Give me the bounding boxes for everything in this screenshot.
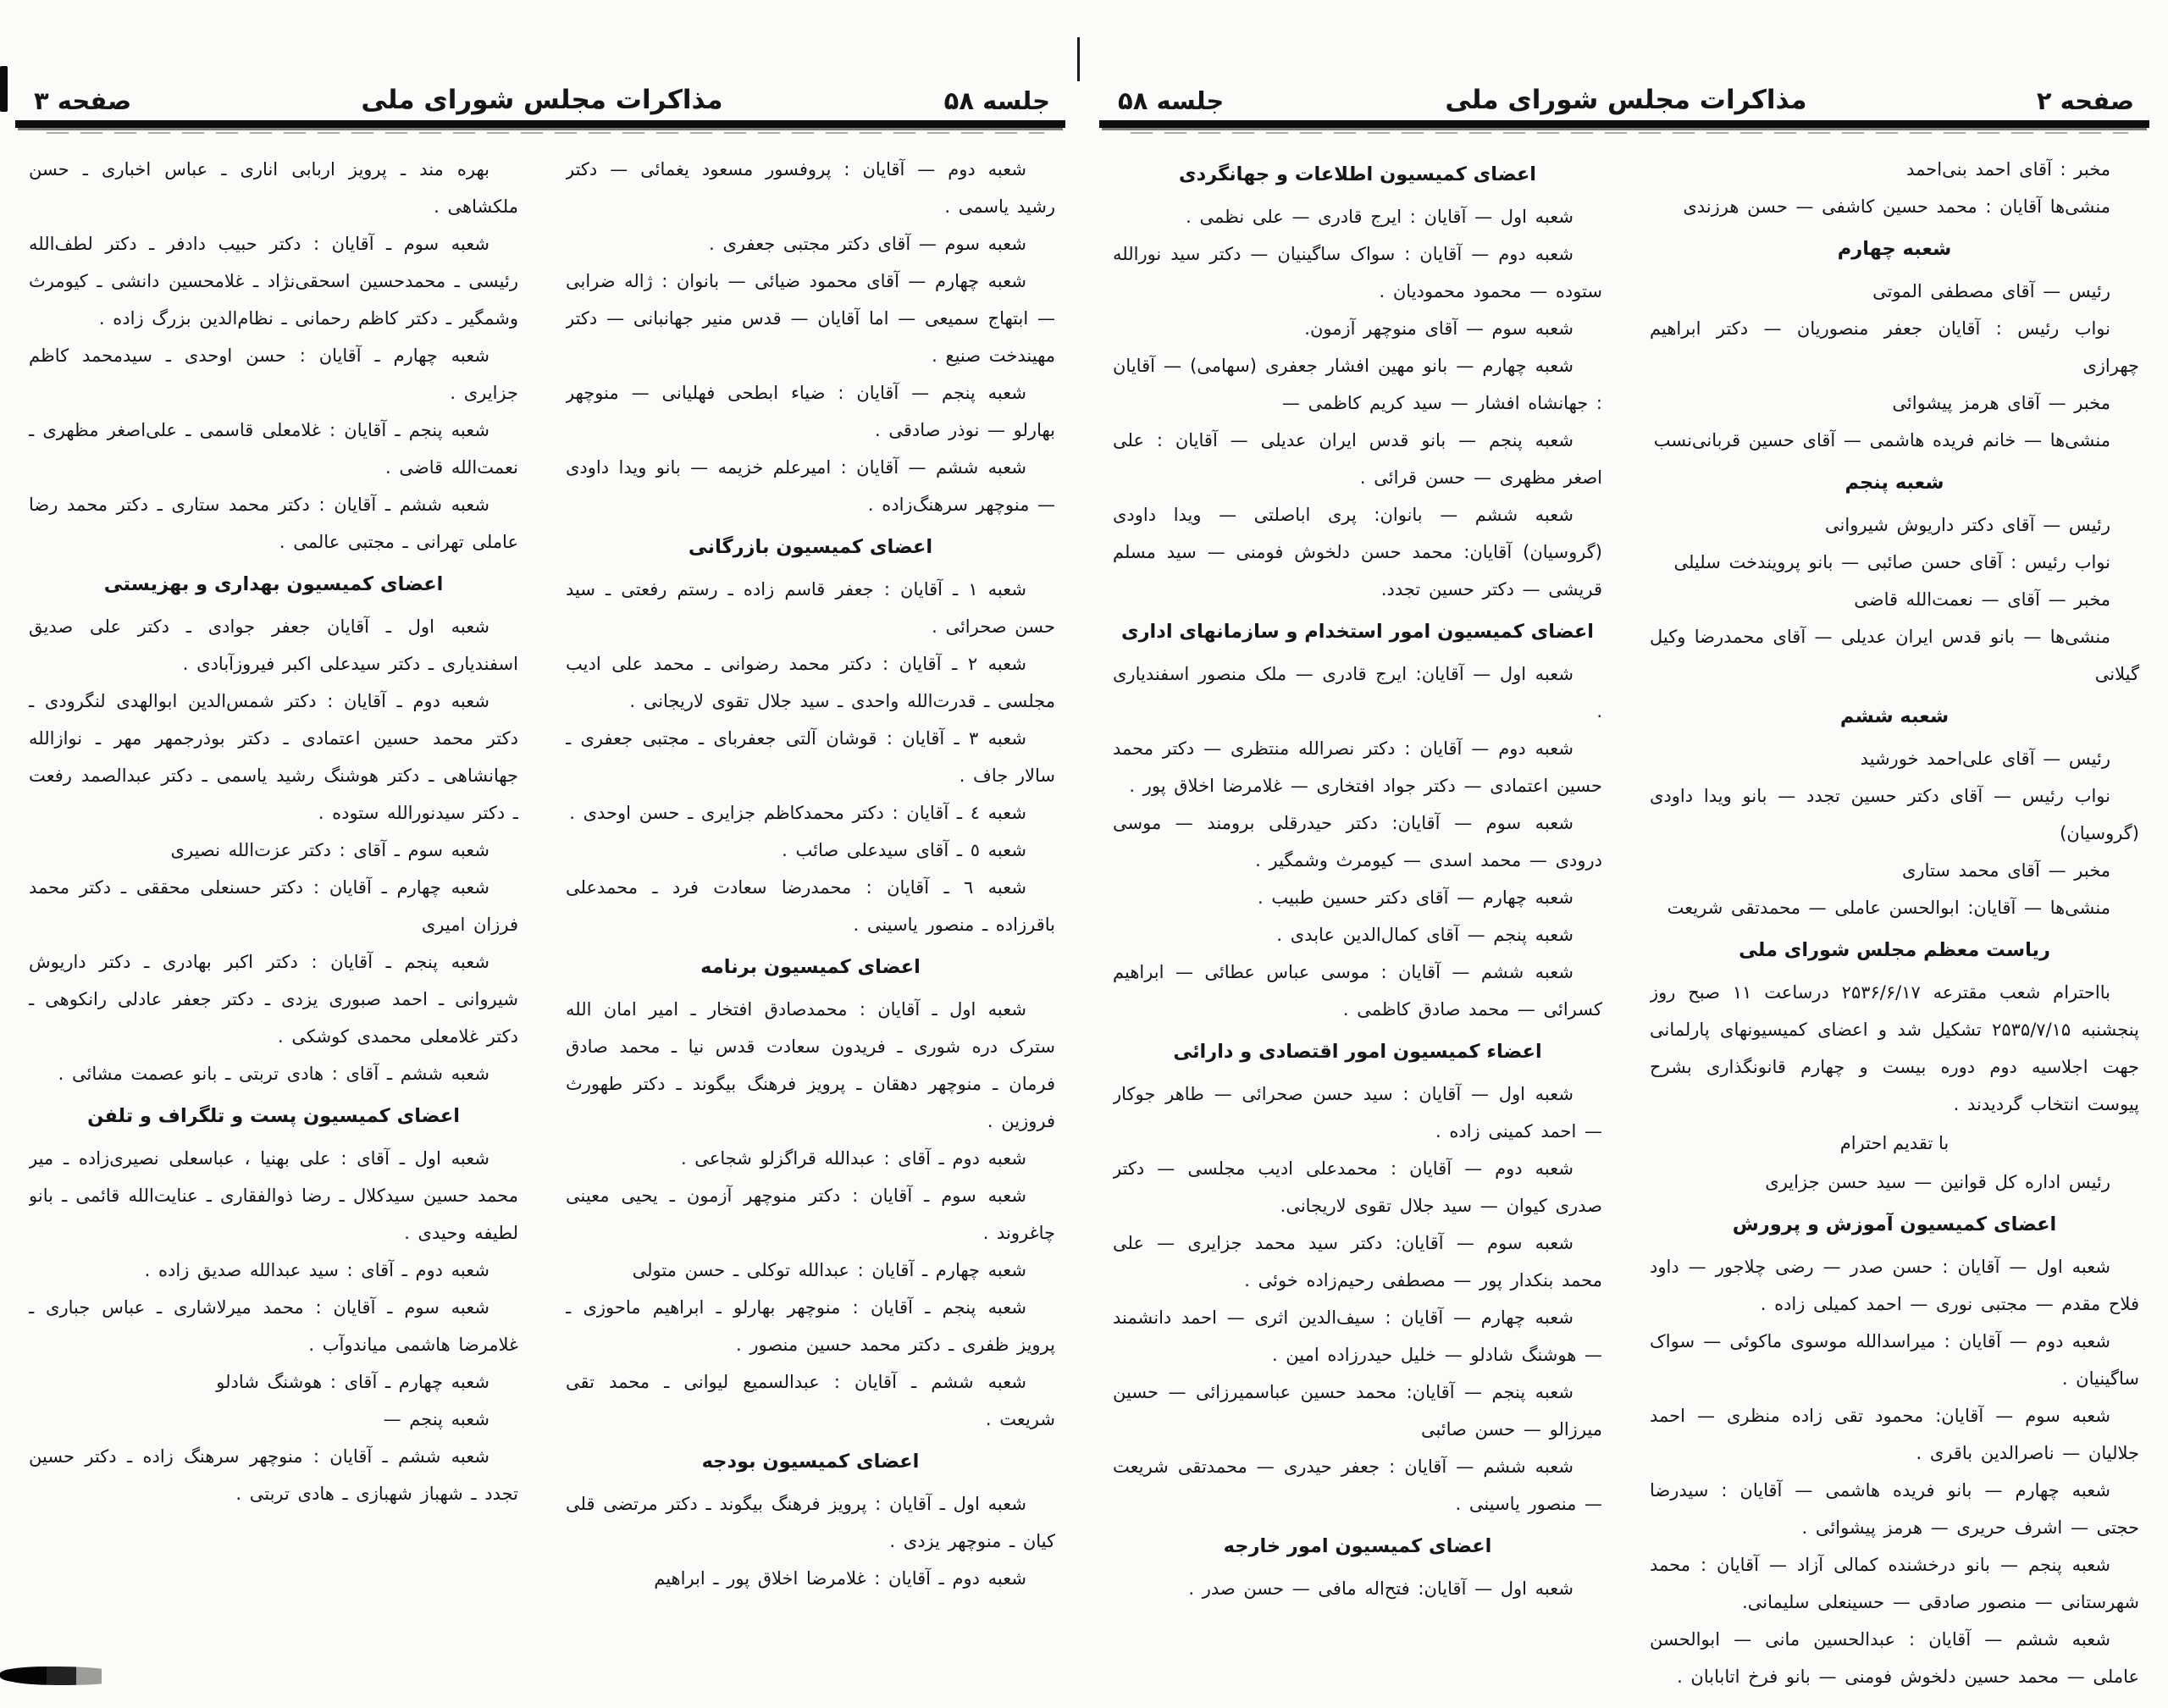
entry-line: شعبه اول — آقایان : ایرج قادری — علی نظمی . xyxy=(1186,207,1573,227)
text-column xyxy=(29,151,518,1696)
entry-line: شعبه دوم — آقایان : میراسدالله موسوی ماکوئی — سواک ساگینیان . xyxy=(1650,1331,2139,1389)
entry-line: شعبه ٦ ـ آقایان : محمدرضا سعادت فرد ـ محمدعلی باقرزاده ـ منصور یاسینی . xyxy=(566,877,1055,935)
session-number: جلسه ۵۸ xyxy=(943,86,1050,115)
section-heading: اعضای کمیسیون امور استخدام و سازمانهای اداری xyxy=(1120,621,1595,643)
entry-line: شعبه سوم — آقایان: محمود تقی زاده منظری — احمد جلالیان — ناصرالدین باقری . xyxy=(1650,1406,2139,1463)
entry-line: منشی‌ها آقایان : محمد حسین کاشفی — حسن هرزندی xyxy=(1683,196,2110,217)
section-heading: اعضای کمیسیون امور خارجه xyxy=(1223,1535,1492,1557)
entry-line: شعبه سوم ـ آقایان : محمد میرلاشاری ـ عباس جباری ـ غلامرضا هاشمی میاندوآب . xyxy=(29,1297,518,1355)
entry-line: رئیس — آقای مصطفی الموتی xyxy=(1872,281,2110,301)
scan-edge-artifact xyxy=(0,66,8,112)
journal-title: مذاکرات مجلس شورای ملی xyxy=(1445,85,1807,115)
entry-line: با تقدیم احترام xyxy=(1839,1133,1950,1153)
section-heading: اعضای کمیسیون پست و تلگراف و تلفن xyxy=(87,1105,460,1127)
entry-line: شعبه اول ـ آقایان : محمدصادق افتخار ـ امیر امان الله سترک دره شوری ـ فریدون سعادت قدس نیا ـ محمد صادق فرمان ـ منوچهر دهقان ـ پرویز فرهنگ بیگوند ـ دکتر طهورث فروزین . xyxy=(566,999,1055,1131)
entry-line: شعبه ششم — آقایان : جعفر حیدری — محمدتقی شریعت — منصور یاسینی . xyxy=(1113,1456,1602,1514)
entry-line: مخبر — آقای — نعمت‌الله قاضی xyxy=(1854,589,2110,610)
entry-line: شعبه ۱ ـ آقایان : جعفر قاسم زاده ـ رستم رفعتی ـ سید حسن صحرائی . xyxy=(566,579,1055,637)
entry-line: منشی‌ها — خانم فریده هاشمی — آقای حسین قربانی‌نسب xyxy=(1653,430,2110,450)
entry-line: شعبه ششم ـ آقایان : دکتر محمد ستاری ـ دکتر محمد رضا عاملی تهرانی ـ مجتبی عالمی . xyxy=(29,495,518,552)
page-2 xyxy=(1084,0,2168,1708)
entry-line: شعبه چهارم — بانو مهین افشار جعفری (سهامی) — آقایان : جهانشاه افشار — سید کریم کاظمی — xyxy=(1113,356,1602,413)
entry-line: شعبه ششم — آقایان : عبدالحسین مانی — ابوالحسن عاملی — محمد حسین دلخوش فومنی — بانو فرخ اتابابان . xyxy=(1650,1629,2139,1687)
entry-line: شعبه دوم ـ آقای : عبدالله قراگزلو شجاعی . xyxy=(680,1148,1026,1169)
section-heading: اعضای کمیسیون بودجه xyxy=(701,1451,920,1473)
entry-line: شعبه اول ـ آقایان : پرویز فرهنگ بیگوند ـ دکتر مرتضی قلی کیان ـ منوچهر یزدی . xyxy=(566,1494,1055,1551)
gutter-divider-mark xyxy=(1077,37,1080,81)
entry-line: مخبر — آقای هرمز پیشوائی xyxy=(1892,393,2110,413)
entry-line: مخبر — آقای محمد ستاری xyxy=(1901,860,2110,881)
entry-line: شعبه پنجم — xyxy=(383,1409,489,1429)
section-heading: اعضای کمیسیون برنامه xyxy=(700,956,921,978)
entry-line: شعبه سوم ـ آقایان : دکتر حبیب دادفر ـ دکتر لطف‌الله رئیسی ـ محمدحسین اسحقی‌نژاد ـ غلامحسین دانشی ـ کیومرث وشمگیر ـ دکتر کاظم رحمانی ـ نظام‌الدین بزرگ زاده . xyxy=(29,234,518,329)
entry-line: شعبه دوم ـ آقایان : دکتر شمس‌الدین ابوالهدی لنگرودی ـ دکتر محمد حسین اعتمادی ـ دکتر بوذرجمهر مهر ـ نوازالله جهانشاهی ـ دکتر هوشنگ رشید یاسمی ـ دکتر عبدالصمد رفعت ـ دکتر سیدنورالله ستوده . xyxy=(29,691,518,823)
entry-line: شعبه سوم ـ آقای : دکتر عزت‌الله نصیری xyxy=(170,840,489,860)
entry-line: شعبه سوم — آقایان: دکتر سید محمد جزایری — علی محمد بنکدار پور — مصطفی رحیم‌زاده خوئی . xyxy=(1113,1233,1602,1291)
entry-line: شعبه اول — آقایان: ایرج قادری — ملک منصور اسفندیاری . xyxy=(1113,664,1602,721)
entry-line: شعبه دوم ـ آقای : سید عبدالله صدیق زاده . xyxy=(144,1260,489,1280)
entry-line: شعبه چهارم ـ آقایان : دکتر حسنعلی محققی ـ دکتر محمد فرزان امیری xyxy=(29,877,518,935)
entry-line: شعبه پنجم ـ آقایان : دکتر اکبر بهادری ـ دکتر داریوش شیروانی ـ احمد صبوری یزدی ـ دکتر جعفر عادلی رانکوهی ـ دکتر غلامعلی محمدی کوشکی . xyxy=(29,952,518,1047)
entry-line: شعبه دوم ـ آقایان : غلامرضا اخلاق پور ـ ابراهیم xyxy=(654,1568,1026,1589)
entry-line: شعبه اول ـ آقایان جعفر جوادی ـ دکتر علی صدیق اسفندیاری ـ دکتر سیدعلی اکبر فیروزآبادی . xyxy=(29,616,518,674)
section-heading: اعضاء کمیسیون امور اقتصادی و دارائی xyxy=(1173,1041,1542,1063)
entry-line: شعبه چهارم — آقای محمود ضیائی — بانوان : ژاله ضرابی — ابتهاج سمیعی — اما آقایان — قدس منیر جهانبانی — دکتر مهیندخت صنیع . xyxy=(566,271,1055,366)
section-heading: اعضای کمیسیون بهداری و بهزیستی xyxy=(103,573,444,595)
journal-title: مذاکرات مجلس شورای ملی xyxy=(361,85,723,115)
entry-line: شعبه سوم — آقای منوچهر آزمون. xyxy=(1304,318,1573,339)
entry-line: شعبه پنجم ـ آقایان : غلامعلی قاسمی ـ علی‌اصغر مظهری ـ نعمت‌الله قاضی . xyxy=(29,420,518,478)
session-number: جلسه ۵۸ xyxy=(1118,86,1225,115)
page-2-header xyxy=(1118,73,2134,115)
page-3-header xyxy=(34,73,1050,115)
entry-line: شعبه دوم — آقایان : دکتر نصرالله منتظری — دکتر محمد حسین اعتمادی — دکتر جواد افتخاری — غلامرضا اخلاق پور . xyxy=(1113,738,1602,796)
entry-line: شعبه پنجم — آقایان : ضیاء ابطحی فهلیانی — منوچهر بهارلو — نوذر صادقی . xyxy=(566,383,1055,440)
entry-line: شعبه اول — آقایان: فتح‌اله مافی — حسن صدر . xyxy=(1188,1578,1573,1599)
entry-line: شعبه اول — آقایان : حسن صدر — رضی چلاجور — داود فلاح مقدم — مجتبی نوری — احمد کمیلی زاده . xyxy=(1650,1257,2139,1314)
section-heading: شعبه پنجم xyxy=(1844,472,1944,494)
entry-line: شعبه چهارم — آقای دکتر حسین طبیب . xyxy=(1258,887,1573,908)
entry-line: شعبه ٤ ـ آقایان : دکتر محمدکاظم جزایری ـ حسن اوحدی . xyxy=(569,803,1026,823)
section-heading: شعبه ششم xyxy=(1839,705,1950,727)
entry-line: شعبه دوم — آقایان : سواک ساگینیان — دکتر سید نورالله ستوده — محمود محمودیان . xyxy=(1113,244,1602,301)
page-2-columns xyxy=(1113,151,2139,1696)
text-column xyxy=(1113,151,1602,1696)
header-rule xyxy=(15,120,1065,128)
entry-line: شعبه اول ـ آقای : علی بهنیا ، عباسعلی نصیری‌زاده ـ میر محمد حسین سیدکلال ـ رضا ذوالفقاری ـ عنایت‌الله قائمی ـ بانو لطیفه وحیدی . xyxy=(29,1148,518,1243)
entry-line: شعبه ششم — بانوان: پری اباصلتی — ویدا داودی (گروسیان) آقایان: محمد حسن دلخوش فومنی — سید مسلم قریشی — دکتر حسین تجدد. xyxy=(1113,505,1602,600)
entry-line: شعبه چهارم ـ آقای : هوشنگ شادلو xyxy=(216,1372,489,1392)
entry-line: شعبه اول — آقایان : سید حسن صحرائی — طاهر جوکار — احمد کمینی زاده . xyxy=(1113,1084,1602,1141)
entry-line: شعبه ٥ ـ آقای سیدعلی صائب . xyxy=(782,840,1026,860)
page-3-columns xyxy=(29,151,1055,1696)
entry-line: شعبه ششم — آقایان : امیرعلم خزیمه — بانو ویدا داودی — منوچهر سرهنگ‌زاده . xyxy=(566,457,1055,515)
entry-line: شعبه چهارم — بانو فریده هاشمی — آقایان : سیدرضا حجتی — اشرف حریری — هرمز پیشوائی . xyxy=(1650,1480,2139,1538)
entry-line: رئیس اداره کل قوانین — سید حسن جزایری xyxy=(1765,1172,2110,1192)
entry-line: نواب رئیس — آقای دکتر حسین تجدد — بانو ویدا داودی (گروسیان) xyxy=(1650,786,2139,843)
text-column xyxy=(566,151,1055,1696)
entry-line: شعبه چهارم ـ آقایان : حسن اوحدی ـ سیدمحمد کاظم جزایری . xyxy=(29,345,518,403)
entry-line: شعبه ششم ـ آقایان : منوچهر سرهنگ زاده ـ دکتر حسین تجدد ـ شهباز شهبازی ـ هادی تربتی . xyxy=(29,1446,518,1504)
entry-line: نواب رئیس : آقای حسن صائبی — بانو پرویندخت سلیلی xyxy=(1673,552,2110,572)
entry-line: بااحترام شعب مقترعه ۲۵۳۶/۶/۱۷ درساعت ۱۱ صبح روز پنجشنبه ۲۵۳۵/۷/۱۵ تشکیل شد و اعضای کمیسیونهای پارلمانی جهت اجلاسیه دوم دوره بیست و چهارم قانونگذاری بشرح پیوست انتخاب گردیدند . xyxy=(1650,982,2139,1114)
entry-line: شعبه پنجم — آقایان: محمد حسین عباسمیرزائی — حسین میرزالو — حسن صائبی xyxy=(1113,1382,1602,1440)
entry-line: شعبه ۲ ـ آقایان : دکتر محمد رضوانی ـ محمد علی ادیب مجلسی ـ قدرت‌الله واحدی ـ سید جلال تقوی لاریجانی . xyxy=(566,654,1055,711)
section-heading: اعضای کمیسیون بازرگانی xyxy=(688,536,933,558)
header-rule xyxy=(1099,120,2149,128)
entry-line: شعبه چهارم — آقایان : سیف‌الدین اثری — احمد دانشمند — هوشنگ شادلو — خلیل حیدرزاده امین . xyxy=(1113,1307,1602,1365)
entry-line: شعبه ششم ـ آقایان : عبدالسمیع لیوانی ـ محمد تقی شریعت . xyxy=(566,1372,1055,1429)
entry-line: شعبه پنجم ـ آقایان : منوچهر بهارلو ـ ابراهیم ماحوزی ـ پرویز ظفری ـ دکتر محمد حسین منصور . xyxy=(566,1297,1055,1355)
entry-line: شعبه سوم — آقایان: دکتر حیدرقلی برومند — موسی درودی — محمد اسدی — کیومرث وشمگیر . xyxy=(1113,813,1602,871)
section-heading: شعبه چهارم xyxy=(1837,238,1952,260)
entry-line: شعبه ششم ـ آقای : هادی تربتی ـ بانو عصمت مشائی . xyxy=(58,1064,489,1084)
entry-line: شعبه پنجم — بانو قدس ایران عدیلی — آقایان : علی اصغر مظهری — حسن قرائی . xyxy=(1113,430,1602,488)
entry-line: منشی‌ها — آقایان: ابوالحسن عاملی — محمدتقی شریعت xyxy=(1667,898,2110,918)
entry-line: شعبه دوم — آقایان : پروفسور مسعود یغمائی — دکتر رشید یاسمی . xyxy=(566,159,1055,217)
entry-line: شعبه چهارم ـ آقایان : عبدالله توکلی ـ حسن متولی xyxy=(632,1260,1026,1280)
entry-line: شعبه دوم — آقایان : محمدعلی ادیب مجلسی — دکتر صدری کیوان — سید جلال تقوی لاریجانی. xyxy=(1113,1158,1602,1216)
entry-line: شعبه سوم — آقای دکتر مجتبی جعفری . xyxy=(709,234,1026,254)
entry-line: رئیس — آقای دکتر داریوش شیروانی xyxy=(1825,515,2110,535)
entry-line: شعبه پنجم — بانو درخشنده کمالی آزاد — آقایان : محمد شهرستانی — منصور صادقی — حسینعلی سلیمانی. xyxy=(1650,1555,2139,1612)
entry-line: رئیس — آقای علی‌احمد خورشید xyxy=(1860,749,2110,769)
entry-line: شعبه سوم ـ آقایان : دکتر منوچهر آزمون ـ یحیی معینی چاغروند . xyxy=(566,1186,1055,1243)
entry-line: منشی‌ها — بانو قدس ایران عدیلی — آقای محمدرضا وکیل گیلانی xyxy=(1650,627,2139,684)
entry-line: نواب رئیس : آقایان جعفر منصوریان — دکتر ابراهیم چهرازی xyxy=(1650,318,2139,376)
entry-line: شعبه پنجم — آقای کمال‌الدین عابدی . xyxy=(1276,925,1573,945)
entry-line: شعبه ۳ ـ آقایان : قوشان آلتی جعفربای ـ مجتبی جعفری ـ سالار جاف . xyxy=(566,728,1055,786)
text-column xyxy=(1650,151,2139,1696)
section-heading: اعضای کمیسیون آموزش و پرورش xyxy=(1732,1213,2057,1235)
entry-line: بهره مند ـ پرویز اربابی اناری ـ عباس اخباری ـ حسن ملکشاهی . xyxy=(29,159,518,217)
page-number: صفحه ۲ xyxy=(2036,86,2134,115)
entry-line: مخبر : آقای احمد بنی‌احمد xyxy=(1906,159,2110,180)
entry-line: شعبه ششم — آقایان : موسی عباس عطائی — ابراهیم کسرائی — محمد صادق کاظمی . xyxy=(1113,962,1602,1020)
section-heading: ریاست معظم مجلس شورای ملی xyxy=(1739,939,2050,961)
section-heading: اعضای کمیسیون اطلاعات و جهانگردی xyxy=(1178,163,1537,185)
page-number: صفحه ۳ xyxy=(34,86,132,115)
ink-blot-artifact xyxy=(0,1667,127,1685)
